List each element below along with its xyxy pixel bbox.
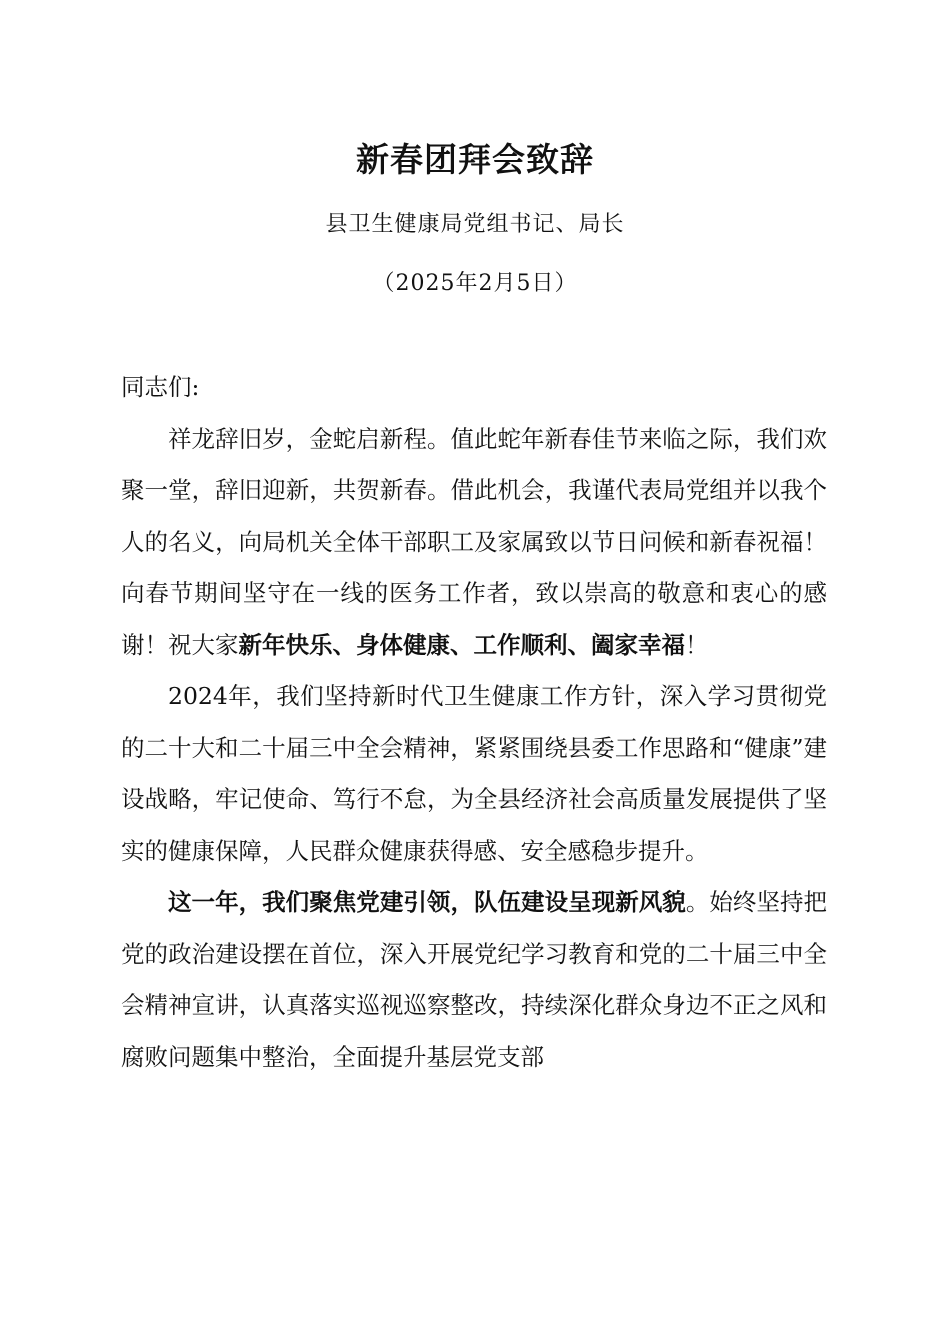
document-subtitle: 县卫生健康局党组书记、局长	[325, 212, 625, 237]
paragraph-1	[121, 414, 827, 672]
paragraph-1-tail: ！	[685, 630, 709, 659]
paragraph-1-bold: 新年快乐、身体健康、工作顺利、阖家幸福	[238, 630, 685, 659]
paragraph-2-text: 2024年，我们坚持新时代卫生健康工作方针，深入学习贯彻党的二十大和二十届三中全会精神，紧紧围绕县委工作思路和“健康”建设战略，牢记使命、笃行不怠，为全县经济社会高质量发展提供了坚实的健康保障，人民群众健康获得感、安全感稳步提升。	[121, 682, 827, 865]
paragraph-1-text: 祥龙辞旧岁，金蛇启新程。值此蛇年新春佳节来临之际，我们欢聚一堂，辞旧迎新，共贺新春。借此机会，我谨代表局党组并以我个人的名义，向局机关全体干部职工及家属致以节日问候和新春祝福！向春节期间坚守在一线的医务工作者，致以崇高的敬意和衷心的感谢！祝大家	[121, 424, 827, 659]
paragraph-3-bold: 这一年，我们聚焦党建引领，队伍建设呈现新风貌	[168, 888, 686, 916]
paragraph-3	[121, 877, 827, 1083]
document-body	[121, 362, 827, 1083]
document-date: （2025年2月5日）	[372, 271, 578, 296]
paragraph-3-text: 。始终坚持把党的政治建设摆在首位，深入开展党纪学习教育和党的二十届三中全会精神宣讲，认真落实巡视巡察整改，持续深化群众身边不正之风和腐败问题集中整治，全面提升基层党支部	[121, 888, 828, 1071]
paragraph-2	[121, 671, 827, 877]
salutation: 同志们:	[121, 373, 200, 401]
document-title: 新春团拜会致辞	[356, 140, 594, 179]
